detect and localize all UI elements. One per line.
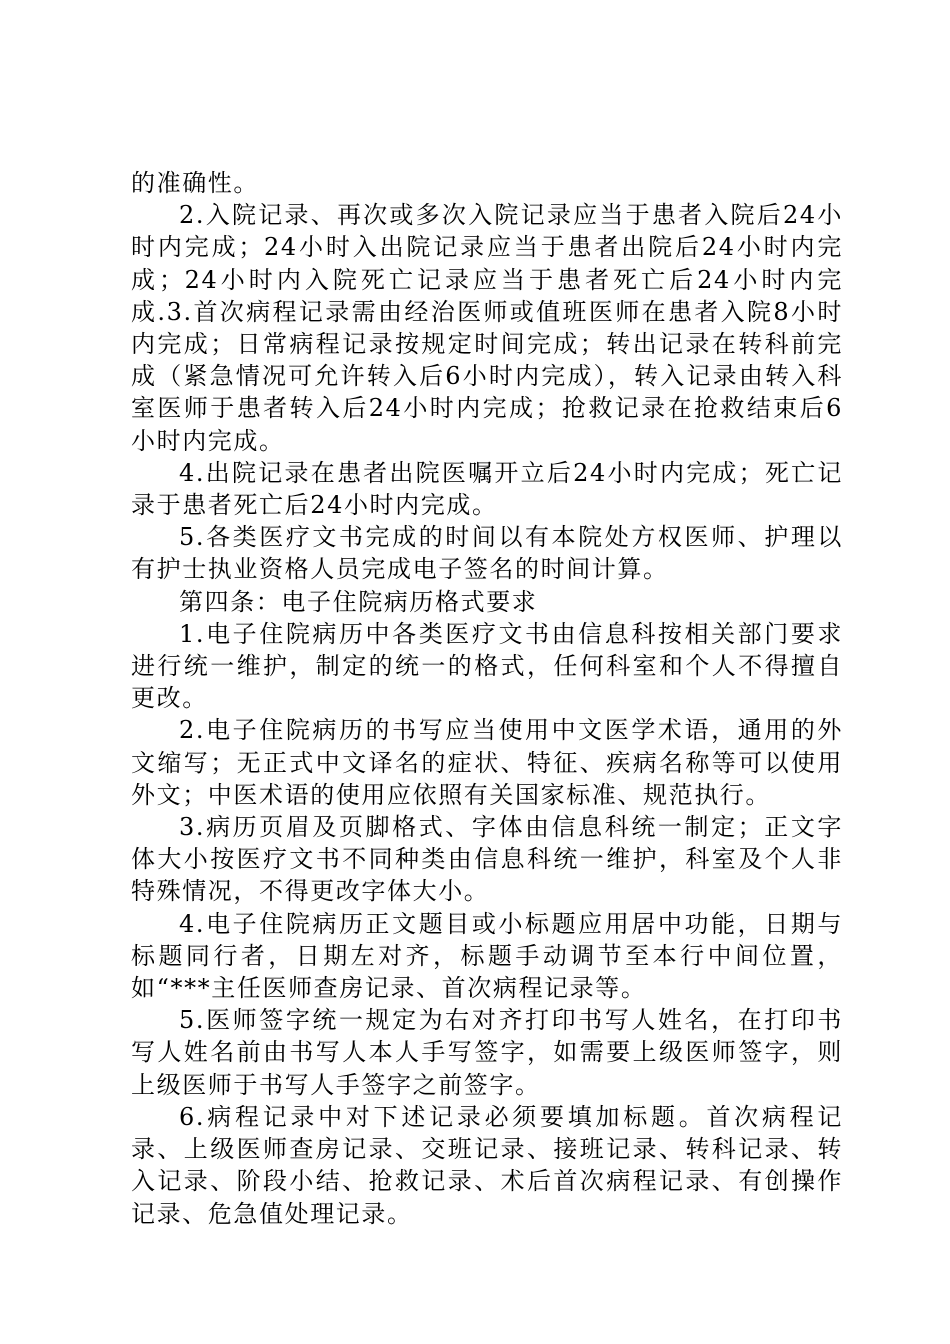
paragraph-format-1: 1.电子住院病历中各类医疗文书由信息科按相关部门要求进行统一维护，制定的统一的格式，任何科室和个人不得擅自更改。 — [131, 619, 843, 713]
paragraph-format-4: 4.电子住院病历正文题目或小标题应用居中功能，日期与标题同行者，日期左对齐，标题手动调节至本行中间位置，如“***主任医师查房记录、首次病程记录等。 — [131, 909, 843, 1003]
paragraph-item-2: 2.入院记录、再次或多次入院记录应当于患者入院后24小时内完成；24小时入出院记录应当于患者出院后24小时内完成；24小时内入院死亡记录应当于患者死亡后24小时内完成.3.首次病程记录需由经治医师或值班医师在患者入院8小时内完成；日常病程记录按规定时间完成；转出记录在转科前完成（紧急情况可允许转入后6小时内完成），转入记录由转入科室医师于患者转入后24小时内完成；抢救记录在抢救结束后6小时内完成。 — [131, 201, 843, 455]
paragraph-item-5: 5.各类医疗文书完成的时间以有本院处方权医师、护理以有护士执业资格人员完成电子签名的时间计算。 — [131, 523, 843, 584]
paragraph-format-6: 6.病程记录中对下述记录必须要填加标题。首次病程记录、上级医师查房记录、交班记录、接班记录、转科记录、转入记录、阶段小结、抢救记录、术后首次病程记录、有创操作记录、危急值处理记录。 — [131, 1102, 843, 1228]
paragraph-format-2: 2.电子住院病历的书写应当使用中文医学术语，通用的外文缩写；无正式中文译名的症状、特征、疾病名称等可以使用外文；中医术语的使用应依照有关国家标准、规范执行。 — [131, 716, 843, 809]
section-heading-article-4: 第四条：电子住院病历格式要求 — [179, 587, 538, 616]
paragraph-continuation: 的准确性。 — [131, 169, 259, 197]
paragraph-format-5: 5.医师签字统一规定为右对齐打印书写人姓名，在打印书写人姓名前由书写人本人手写签字，如需要上级医师签字，则上级医师于书写人手签字之前签字。 — [131, 1006, 843, 1099]
document-body — [131, 167, 843, 1230]
paragraph-item-4: 4.出院记录在患者出院医嘱开立后24小时内完成；死亡记录于患者死亡后24小时内完成。 — [131, 458, 843, 520]
paragraph-format-3: 3.病历页眉及页脚格式、字体由信息科统一制定；正文字体大小按医疗文书不同种类由信息科统一维护，科室及个人非特殊情况，不得更改字体大小。 — [131, 813, 843, 906]
